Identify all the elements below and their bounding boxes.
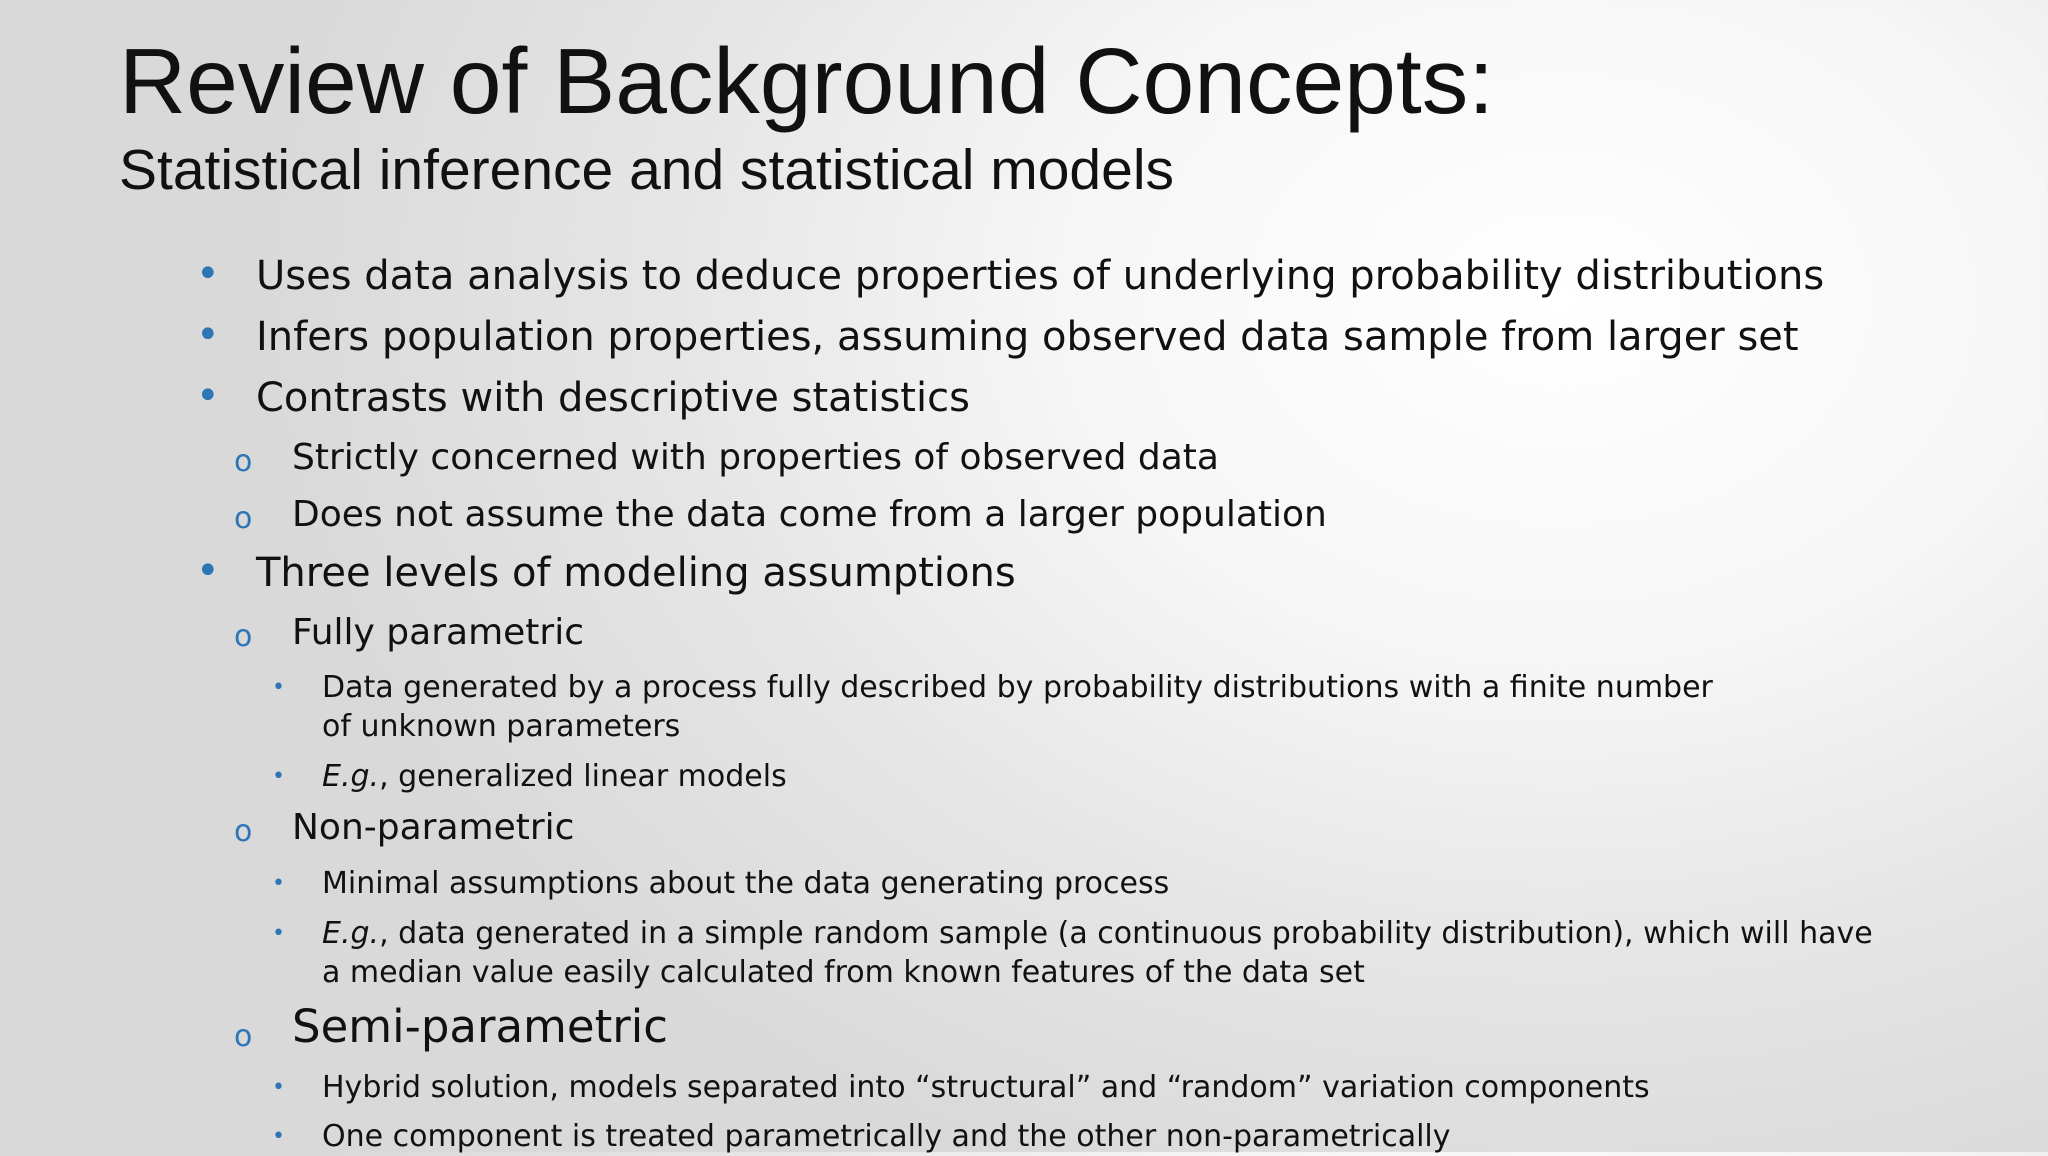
sub-sub-bullet-item	[272, 914, 1882, 992]
bullet-text: Contrasts with descriptive statistics	[256, 375, 970, 421]
small-dot-icon: •	[272, 871, 285, 896]
slide-subtitle: Statistical inference and statistical models	[119, 138, 1175, 202]
sub-bullet-item	[234, 493, 1327, 537]
sub-sub-bullet-text: One component is treated parametrically and the other non-parametrically	[322, 1119, 1451, 1154]
bullet-item	[196, 312, 1799, 361]
bullet-item	[196, 548, 1016, 597]
sub-bullet-text: Fully parametric	[292, 612, 585, 653]
sub-bullet-text: Does not assume the data come from a larger population	[292, 494, 1327, 535]
circle-bullet-icon: o	[234, 814, 253, 849]
bullet-text: Three levels of modeling assumptions	[256, 550, 1016, 596]
small-dot-icon: •	[272, 921, 285, 946]
sub-bullet-item	[234, 436, 1219, 480]
sub-sub-bullet-text: Minimal assumptions about the data generating process	[322, 866, 1170, 901]
circle-bullet-icon: o	[234, 619, 253, 654]
eg-text: E.g.	[322, 916, 380, 951]
small-dot-icon: •	[272, 764, 285, 789]
sub-sub-bullet-item	[272, 864, 1170, 903]
sub-sub-bullet-text: , data generated in a simple random sample (a continuous probability distribution), which will have a median value easily calculated from known features of the data set	[322, 916, 1873, 990]
bullet-dot-icon: •	[196, 373, 220, 419]
bullet-dot-icon: •	[196, 251, 220, 297]
sub-sub-bullet-text: Data generated by a process fully described by probability distributions with a finite number of unknown parameters	[322, 670, 1713, 744]
bullet-dot-icon: •	[196, 312, 220, 358]
bullet-item	[196, 373, 970, 422]
eg-text: E.g.	[322, 759, 380, 794]
small-dot-icon: •	[272, 1075, 285, 1100]
sub-bullet-item	[234, 806, 575, 850]
sub-bullet-text: Non-parametric	[292, 807, 575, 848]
sub-sub-bullet-text: Hybrid solution, models separated into “structural” and “random” variation components	[322, 1070, 1650, 1105]
sub-bullet-text: Semi-parametric	[292, 1000, 668, 1053]
sub-sub-bullet-item	[272, 668, 1742, 746]
sub-bullet-item	[234, 1000, 668, 1054]
small-dot-icon: •	[272, 675, 285, 700]
bullet-text: Uses data analysis to deduce properties of underlying probability distributions	[256, 253, 1825, 299]
small-dot-icon: •	[272, 1124, 285, 1149]
sub-sub-bullet-text: , generalized linear models	[379, 759, 787, 794]
bullet-item	[196, 251, 1825, 300]
sub-bullet-item	[234, 611, 585, 655]
sub-sub-bullet-item	[272, 757, 787, 796]
sub-sub-bullet-item	[272, 1117, 1451, 1156]
sub-sub-bullet-item	[272, 1068, 1650, 1107]
circle-bullet-icon: o	[234, 444, 253, 479]
sub-bullet-text: Strictly concerned with properties of observed data	[292, 437, 1219, 478]
circle-bullet-icon: o	[234, 501, 253, 536]
slide-title: Review of Background Concepts:	[119, 29, 1495, 133]
bullet-text: Infers population properties, assuming observed data sample from larger set	[256, 314, 1799, 360]
circle-bullet-icon: o	[234, 1019, 253, 1054]
bullet-dot-icon: •	[196, 548, 220, 594]
